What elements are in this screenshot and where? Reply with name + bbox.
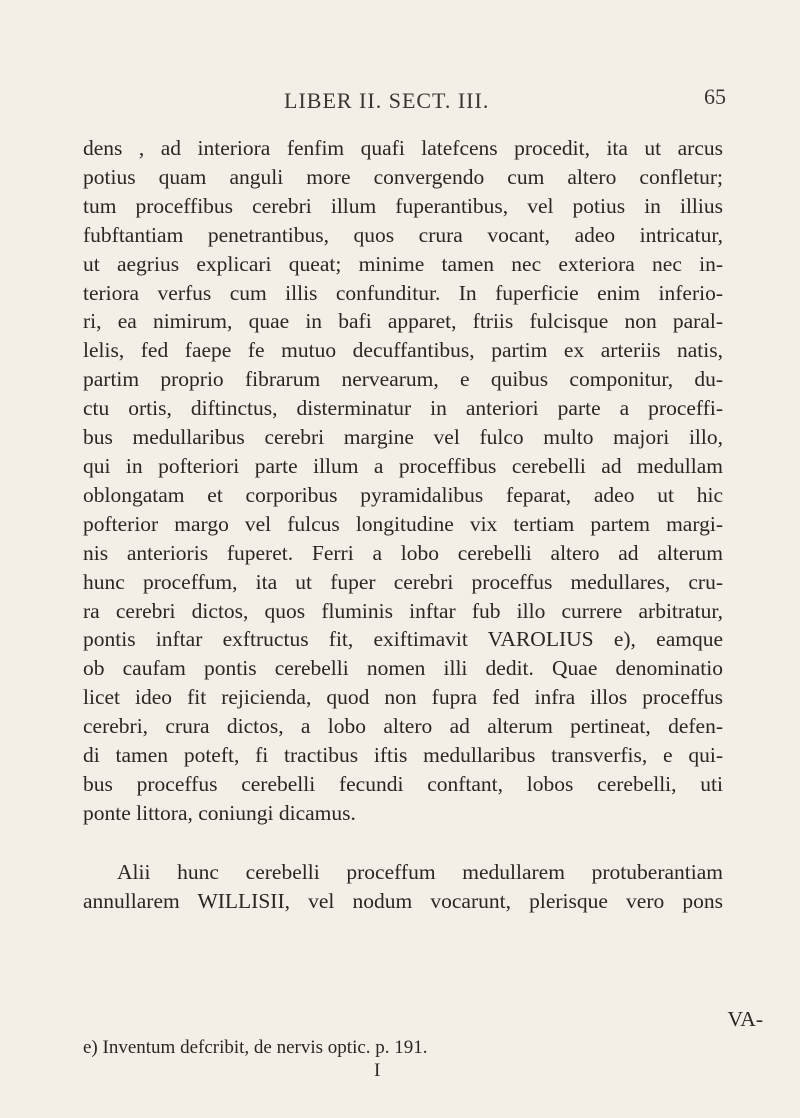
text-line: licet ideo fit rejicienda, quod non fupra fed infra illos proceffus	[83, 685, 723, 710]
text-line: tum proceffibus cerebri illum fuperantibus, vel potius in illius	[83, 193, 723, 218]
text-line: bus medullaribus cerebri margine vel fulco multo majori illo,	[83, 425, 723, 450]
text-line: potius quam anguli more convergendo cum altero confletur;	[83, 164, 723, 189]
text-line: fubftantiam penetrantibus, quos crura vocant, adeo intricatur,	[83, 222, 723, 247]
signature-mark: I	[374, 1060, 381, 1081]
text-line: annullarem WILLISII, vel nodum vocarunt, plerisque vero pons	[83, 888, 723, 913]
text-line: nis anterioris fuperet. Ferri a lobo cerebelli altero ad alterum	[83, 540, 723, 565]
text-line: ob caufam pontis cerebelli nomen illi dedit. Quae denominatio	[83, 656, 723, 681]
main-text	[83, 134, 723, 916]
text-line: pontis inftar exftructus fit, exiftimavit VAROLIUS e), eamque	[83, 627, 723, 652]
text-line: oblongatam et corporibus pyramidalibus feparat, adeo ut hic	[83, 482, 723, 507]
footnote: e) Inventum defcribit, de nervis optic. p. 191.	[83, 1037, 428, 1058]
text-line: cerebri, crura dictos, a lobo altero ad alterum pertineat, defen-	[83, 714, 723, 739]
text-line: ponte littora, coniungi dicamus.	[83, 800, 356, 825]
running-head: LIBER II. SECT. III.	[284, 88, 490, 113]
catchword: VA-	[727, 1007, 763, 1031]
text-line: hunc proceffum, ita ut fuper cerebri proceffus medullares, cru-	[83, 569, 723, 594]
text-line: Alii hunc cerebelli proceffum medullarem protuberantiam	[117, 859, 723, 884]
page-header	[0, 82, 800, 122]
text-line: pofterior margo vel fulcus longitudine vix tertiam partem margi-	[83, 511, 723, 536]
text-line: teriora verfus cum illis confunditur. In fuperficie enim inferio-	[83, 280, 723, 305]
paragraph-gap	[83, 828, 723, 858]
text-line: partim proprio fibrarum nervearum, e quibus componitur, du-	[83, 367, 723, 392]
text-line: dens , ad interiora fenfim quafi latefcens procedit, ita ut arcus	[83, 136, 723, 160]
page-number: 65	[704, 84, 726, 109]
text-line: ra cerebri dictos, quos fluminis inftar fub illo currere arbitratur,	[83, 598, 723, 623]
text-line: ctu ortis, diftinctus, disterminatur in anteriori parte a proceffi-	[83, 396, 723, 421]
text-line: di tamen poteft, fi tractibus iftis medullaribus transverfis, e qui-	[83, 743, 723, 768]
text-line: ut aegrius explicari queat; minime tamen nec exteriora nec in-	[83, 251, 723, 276]
text-line: qui in pofteriori parte illum a proceffibus cerebelli ad medullam	[83, 453, 723, 478]
text-line: lelis, fed faepe fe mutuo decuffantibus, partim ex arteriis natis,	[83, 338, 723, 363]
text-line: ri, ea nimirum, quae in bafi apparet, ftriis fulcisque non paral-	[83, 309, 723, 334]
text-line: bus proceffus cerebelli fecundi conftant, lobos cerebelli, uti	[83, 771, 723, 796]
